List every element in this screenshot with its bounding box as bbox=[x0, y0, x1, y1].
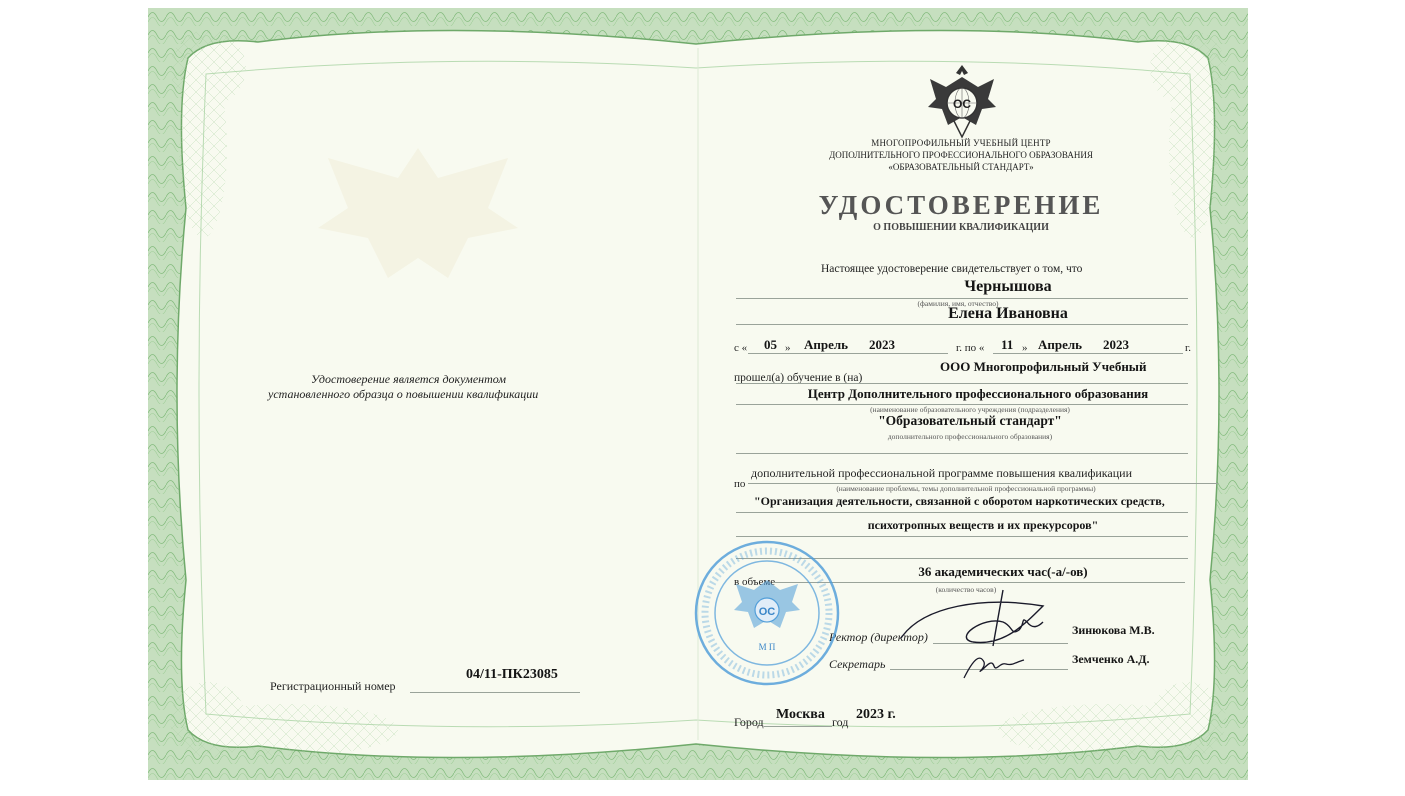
institution-line-rule-1 bbox=[736, 383, 1188, 384]
city-label: Город bbox=[734, 715, 764, 729]
org-line-3: «ОБРАЗОВАТЕЛЬНЫЙ СТАНДАРТ» bbox=[888, 162, 1034, 172]
institution-line-3: "Образовательный стандарт" bbox=[878, 413, 1062, 428]
validity-text-line-1: Удостоверение является документом bbox=[311, 372, 506, 386]
hours: 36 академических час(-а/-ов) bbox=[918, 564, 1088, 579]
name: Елена Ивановна bbox=[948, 305, 1068, 322]
to-month: Апрель bbox=[1038, 337, 1083, 352]
rector-label: Ректор (директор) bbox=[829, 630, 928, 644]
year-label: год bbox=[832, 715, 849, 729]
institution-line-rule-3 bbox=[736, 453, 1188, 454]
reg-number: 04/11-ПК23085 bbox=[466, 667, 558, 682]
document-title: УДОСТОВЕРЕНИЕ bbox=[818, 190, 1104, 220]
to-prefix: г. по « bbox=[956, 342, 985, 354]
trained-label: прошел(а) обучение в (на) bbox=[734, 372, 863, 384]
to-sep: » bbox=[1022, 342, 1028, 354]
intro-text: Настоящее удостоверение свидетельствует о том, что bbox=[821, 263, 1083, 275]
program-name-rule-2 bbox=[736, 536, 1188, 537]
name-line bbox=[736, 324, 1188, 325]
seal-stamp-icon bbox=[692, 538, 842, 688]
city-line bbox=[764, 726, 832, 727]
to-day: 11 bbox=[1001, 337, 1014, 352]
volume-label: в объеме bbox=[734, 576, 776, 588]
program-caption: (наименование проблемы, темы дополнительной профессиональной программы) bbox=[836, 484, 1096, 493]
svg-text:М П: М П bbox=[758, 642, 776, 652]
program-name-rule-1 bbox=[736, 512, 1188, 513]
org-line-2: ДОПОЛНИТЕЛЬНОГО ПРОФЕССИОНАЛЬНОГО ОБРАЗОВАНИЯ bbox=[829, 150, 1093, 160]
reg-line bbox=[410, 692, 580, 693]
city: Москва bbox=[776, 707, 825, 722]
svg-text:ОС: ОС bbox=[953, 97, 971, 111]
emblem-icon bbox=[926, 63, 998, 139]
from-year: 2023 bbox=[869, 337, 895, 352]
secretary-signature-icon bbox=[960, 648, 1030, 684]
surname: Чернышова bbox=[964, 278, 1052, 295]
institution-caption-1: (наименование образовательного учреждения (подразделения) bbox=[870, 405, 1070, 414]
secretary-label: Секретарь bbox=[829, 657, 886, 671]
certificate bbox=[148, 8, 1248, 780]
reg-label: Регистрационный номер bbox=[270, 679, 396, 693]
fio-caption: (фамилия, имя, отчество) bbox=[917, 299, 999, 308]
rector-name: Зинюкова М.В. bbox=[1072, 623, 1155, 637]
secretary-name: Земченко А.Д. bbox=[1072, 652, 1150, 666]
from-sep: » bbox=[785, 342, 791, 354]
rector-signature-icon bbox=[893, 586, 1053, 656]
to-date-line bbox=[993, 353, 1183, 354]
year-value: 2023 г. bbox=[856, 707, 896, 722]
from-prefix: с « bbox=[734, 342, 748, 354]
institution-line-2: Центр Дополнительного профессионального образования bbox=[807, 386, 1149, 401]
document-subtitle: О ПОВЫШЕНИИ КВАЛИФИКАЦИИ bbox=[873, 222, 1049, 233]
hours-caption: (количество часов) bbox=[935, 585, 997, 594]
year-suffix: г. bbox=[1185, 342, 1192, 354]
svg-text:ОС: ОС bbox=[758, 606, 776, 618]
from-day: 05 bbox=[764, 337, 777, 352]
program-name-line-2: психотропных веществ и их прекурсоров" bbox=[867, 518, 1099, 532]
program-type: дополнительной профессиональной программе повышения квалификации bbox=[751, 466, 1133, 480]
from-date-line bbox=[748, 353, 948, 354]
to-year: 2023 bbox=[1103, 337, 1129, 352]
institution-line-1: ООО Многопрофильный Учебный bbox=[940, 359, 1147, 374]
validity-text-line-2: установленного образца о повышении квалификации bbox=[268, 387, 539, 401]
program-name-line-1: "Организация деятельности, связанной с оборотом наркотических средств, bbox=[754, 494, 1165, 508]
institution-caption-2: дополнительного профессионального образования) bbox=[887, 432, 1053, 441]
org-line-1: МНОГОПРОФИЛЬНЫЙ УЧЕБНЫЙ ЦЕНТР bbox=[871, 138, 1051, 148]
po-label: по bbox=[734, 478, 746, 490]
from-month: Апрель bbox=[804, 337, 849, 352]
